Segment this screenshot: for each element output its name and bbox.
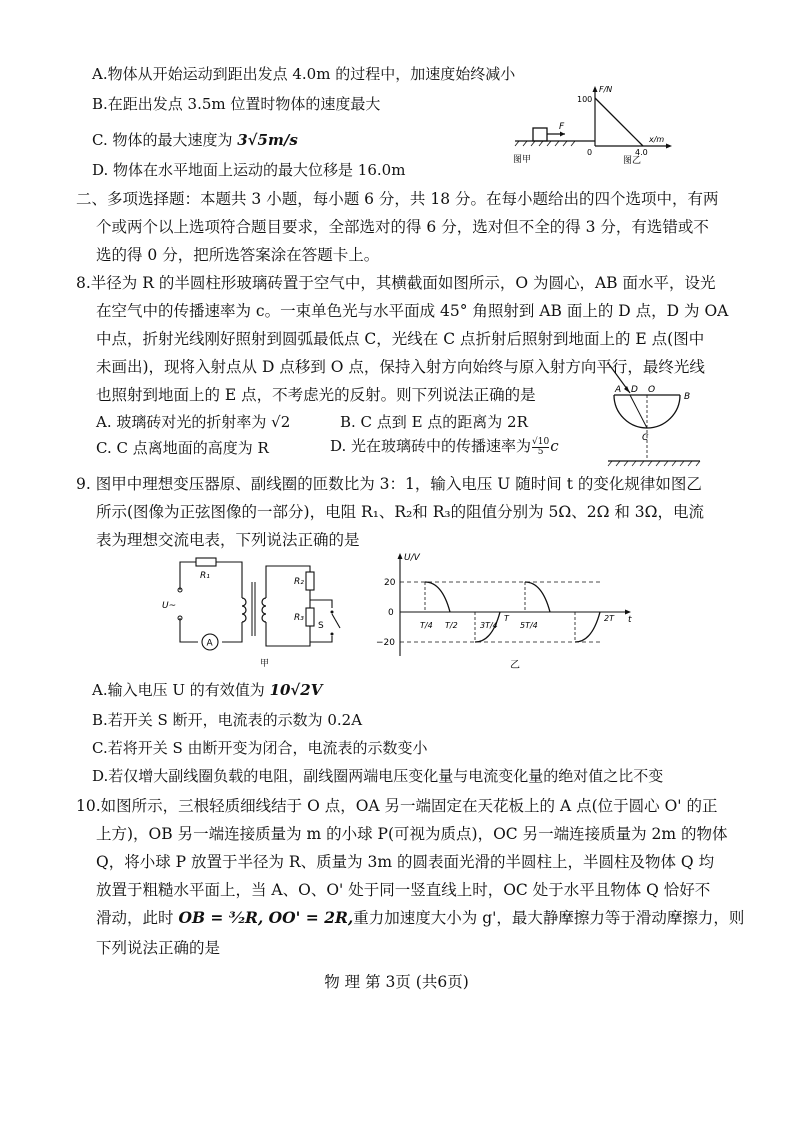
q9-line1: 9. 图甲中理想变压器原、副线圈的匝数比为 3：1，输入电压 U 随时间 t 的变化规律如图乙 <box>76 475 702 493</box>
q7-figure <box>505 86 690 176</box>
q10-line5-math: OB = ³⁄₂R, OO' = 2R, <box>178 908 354 927</box>
q9-option-a <box>92 680 322 700</box>
q8-line5: 也照射到地面上的 E 点，不考虑光的反射。则下列说法正确的是 <box>96 386 536 404</box>
refracted-ray <box>630 395 647 428</box>
q7-option-c-value: 3√5m/s <box>237 131 298 149</box>
graph-y-zero: 0 <box>388 608 394 618</box>
tick-t4: T/4 <box>420 621 433 630</box>
tick-2t: 2T <box>604 614 614 623</box>
q9-circuit <box>160 550 370 670</box>
tick-t2: T/2 <box>445 621 458 630</box>
graph-y-label: U/V <box>404 553 420 563</box>
origin-label: 0 <box>587 148 593 157</box>
x-axis-label: x/m <box>649 135 665 144</box>
r3-label: R₃ <box>294 613 304 623</box>
q8-option-b: B. C 点到 E 点的距离为 2R <box>340 413 528 431</box>
graph-t-label: t <box>628 615 632 625</box>
switch-label: S <box>318 621 324 631</box>
q8-line1: 8.半径为 R 的半圆柱形玻璃砖置于空气中，其横截面如图所示，O 为圆心，AB 面水平，设光 <box>76 274 716 292</box>
waveform-seg-4 <box>575 612 600 642</box>
q7-option-b: B.在距出发点 3.5m 位置时物体的速度最大 <box>92 95 381 113</box>
q8-figure <box>600 355 730 470</box>
secondary-coil <box>262 598 266 622</box>
q10-line5-text: 滑动，此时 <box>96 909 179 927</box>
q8-option-a: A. 玻璃砖对光的折射率为 √2 <box>96 413 291 431</box>
q7-option-d: D. 物体在水平地面上运动的最大位移是 16.0m <box>92 161 406 179</box>
x-tick-4: 4.0 <box>635 148 648 157</box>
q9-option-b: B.若开关 S 断开，电流表的示数为 0.2A <box>92 711 363 729</box>
q8-line2: 在空气中的传播速率为 c。一束单色光与水平面成 45° 角照射到 AB 面上的 D 点，D 为 OA <box>96 302 729 320</box>
block <box>533 128 547 141</box>
caption-yi: 图乙 <box>623 156 642 166</box>
section2-line3: 选的得 0 分，把所选答案涂在答题卡上。 <box>96 246 380 264</box>
q9-option-d: D.若仅增大副线圈负载的电阻，副线圈两端电压变化量与电流变化量的绝对值之比不变 <box>92 767 664 785</box>
q9-option-a-text: A.输入电压 U 的有效值为 <box>92 681 270 699</box>
point-c: C <box>642 433 649 443</box>
q8-line3: 中点，折射光线刚好照射到圆弧最低点 C，光线在 C 点折射后照射到地面上的 E 点(图中 <box>96 330 705 348</box>
q10-line5-rest: 重力加速度大小为 g'，最大静摩擦力等于滑动摩擦力，则 <box>353 909 745 927</box>
q8-option-d: D. 光在玻璃砖中的传播速率为 $\frac{√10}{5}$ c <box>330 436 559 457</box>
q8-option-c: C. C 点离地面的高度为 R <box>96 439 269 457</box>
point-b: B <box>684 392 691 402</box>
r1-label: R₁ <box>200 571 210 581</box>
u-source-label: U~ <box>162 601 177 611</box>
q8-line4: 未画出)，现将入射点从 D 点移到 O 点，保持入射方向始终与原入射方向平行，最终光线 <box>96 358 705 376</box>
graph-y-bottom: −20 <box>376 638 395 648</box>
q9-line2: 所示(图像为正弦图像的一部分)，电阻 R₁、R₂和 R₃的阻值分别为 5Ω、2Ω 和 3Ω，电流 <box>96 503 705 521</box>
q10-line1: 10.如图所示，三根轻质细线结于 O 点，OA 另一端固定在天花板上的 A 点(位于圆心 O' 的正 <box>76 797 718 815</box>
resistor-r1 <box>196 558 216 566</box>
q9-voltage-graph <box>370 548 640 673</box>
q7-option-c-text: C. 物体的最大速度为 <box>92 131 238 149</box>
q10-line3: Q，将小球 P 放置于半径为 R、质量为 3m 的圆表面光滑的半圆柱上，半圆柱及物体 Q 均 <box>96 853 715 871</box>
tick-3t4: 3T/4 <box>480 621 498 630</box>
q9-option-a-value: 10√2V <box>269 681 323 699</box>
q8-option-d-text: D. 光在玻璃砖中的传播速率为 <box>330 437 532 455</box>
q7-option-c <box>92 130 298 150</box>
section2-line2: 个或两个以上选项符合题目要求，全部选对的得 6 分，选对但不全的得 3 分，有选错或不 <box>96 218 709 236</box>
point-d: D <box>631 385 638 395</box>
graph-y-top: 20 <box>384 578 396 588</box>
tick-t: T <box>504 614 509 623</box>
q10-line2: 上方)，OB 另一端连接质量为 m 的小球 P(可视为质点)，OC 另一端连接质量为 2m 的物体 <box>96 825 728 843</box>
tick-5t4: 5T/4 <box>520 621 538 630</box>
section2-line1: 二、多项选择题：本题共 3 小题，每小题 6 分，共 18 分。在每小题给出的四个选项中，有两 <box>76 190 719 208</box>
q10-line4: 放置于粗糙水平面上，当 A、O、O' 处于同一竖直线上时，OC 处于水平且物体 Q 恰好不 <box>96 881 711 899</box>
primary-coil <box>242 598 246 622</box>
point-a: A <box>615 385 622 395</box>
waveform-seg-3 <box>525 582 550 612</box>
graph-caption: 乙 <box>510 660 520 671</box>
y-axis-label: F/N <box>599 85 613 94</box>
caption-jia: 图甲 <box>513 155 532 165</box>
r2-label: R₂ <box>294 577 304 587</box>
waveform-seg-1 <box>425 582 450 612</box>
y-tick-100: 100 <box>577 95 593 104</box>
q8-option-d-fraction: $\frac{√10}{5}$ <box>532 436 550 457</box>
q9-option-c: C.若将开关 S 由断开变为闭合，电流表的示数变小 <box>92 739 428 757</box>
ammeter-label: A <box>206 638 213 649</box>
force-line <box>595 98 643 146</box>
point-o: O <box>648 385 656 395</box>
resistor-r3 <box>306 608 314 626</box>
circuit-caption: 甲 <box>260 659 270 669</box>
q7-option-a: A.物体从开始运动到距出发点 4.0m 的过程中，加速度始终减小 <box>92 65 516 83</box>
q10-line5 <box>96 908 744 928</box>
switch-s <box>332 614 340 628</box>
q10-line6: 下列说法正确的是 <box>96 939 221 957</box>
page-footer: 物 理 第 3页 (共6页) <box>324 973 469 991</box>
q9-line3: 表为理想交流电表，下列说法正确的是 <box>96 531 360 549</box>
force-label: F <box>559 122 565 132</box>
resistor-r2 <box>306 572 314 590</box>
